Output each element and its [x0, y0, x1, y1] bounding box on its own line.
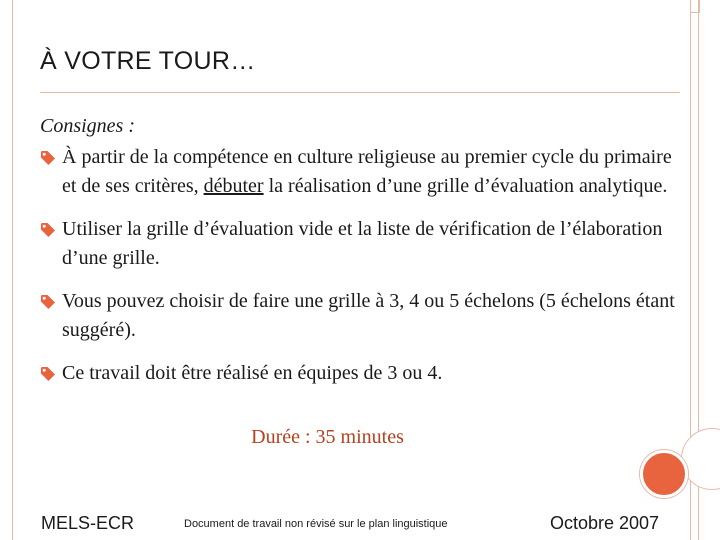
list-item — [40, 215, 680, 273]
title-divider — [40, 92, 680, 93]
list-item — [40, 143, 680, 201]
list-item-text: Ce travail doit être réalisé en équipes de 3 ou 4. — [62, 362, 443, 384]
instructions-heading: Consignes : — [40, 115, 135, 137]
list-item-text-end: la réalisation d’une grille d’évaluation analytique. — [263, 175, 668, 197]
frame-line-left — [12, 0, 13, 540]
tag-icon — [40, 222, 55, 237]
instructions-list — [40, 143, 680, 402]
footer-organization: MELS-ECR — [41, 513, 135, 533]
tag-icon — [40, 294, 55, 309]
list-item-text: Utiliser la grille d’évaluation vide et la liste de vérification de l’élaboration d’une grille. — [62, 218, 663, 269]
footer-date: Octobre 2007 — [550, 513, 660, 533]
slide-title: À VOTRE TOUR… — [40, 47, 256, 75]
list-item — [40, 359, 680, 388]
tag-icon — [40, 366, 55, 381]
list-item-text: Vous pouvez choisir de faire une grille à 3, 4 ou 5 échelons (5 échelons étant suggéré). — [62, 290, 675, 341]
list-item-underlined-word: débuter — [203, 175, 264, 197]
frame-corner-top-right — [690, 0, 700, 13]
decorative-circle-filled — [640, 450, 688, 498]
list-item — [40, 287, 680, 345]
duration-text: Durée : 35 minutes — [251, 426, 404, 448]
footer-note: Document de travail non révisé sur le plan linguistique — [184, 518, 448, 530]
tag-icon — [40, 150, 55, 165]
list-item-text-start: À partir de la compétence en culture religieuse au premier cycle du primaire et de ses critères, — [62, 146, 672, 197]
